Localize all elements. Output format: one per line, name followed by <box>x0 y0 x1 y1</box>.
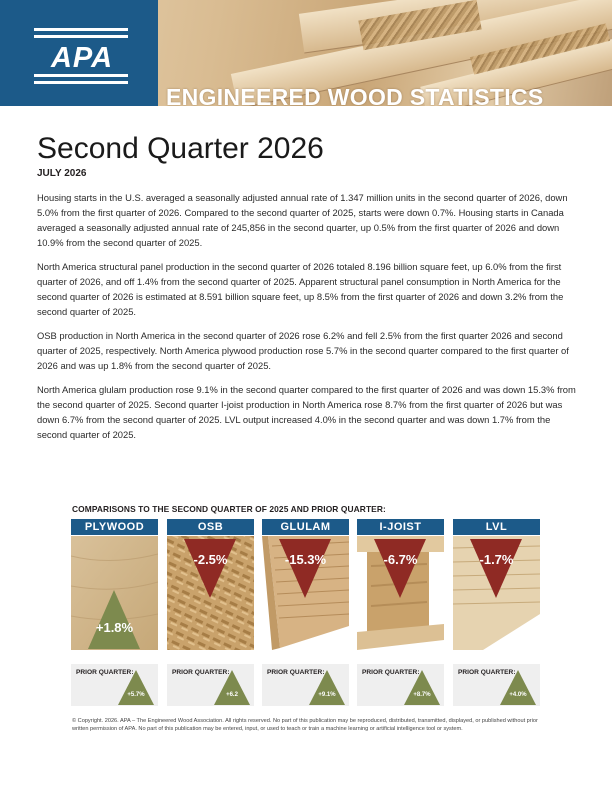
prior-quarter-i-joist <box>357 664 444 706</box>
prior-quarter-value: +4.0% <box>509 692 527 698</box>
banner-title: ENGINEERED WOOD STATISTICS <box>166 84 544 106</box>
prior-quarter-value: +9.1% <box>318 692 336 698</box>
glulam-image <box>262 536 349 650</box>
apa-logo-text: APA <box>50 42 114 74</box>
paragraph-housing: Housing starts in the U.S. averaged a seasonally adjusted annual rate of 1.347 million units in the second quarter of 2026, down 5.0% from the first quarter of 2026. Compared to the second quarter of 2025, starts were down 0.7%. Housing starts in Canada averaged a seasonally adjusted annual rate of 245,856 in the second quarter, up 0.5% from the first quarter of 2026 and down 10.9% from the second quarter of 2025. <box>37 192 568 248</box>
plywood-image <box>71 536 158 650</box>
paragraph-glulam-ijoist-lvl: North America glulam production rose 9.1% in the second quarter compared to the first quarter of 2026 and was down 15.3% from the second quarter of 2025. Second quarter I-joist production in North America rose 8.7% from the first quarter of 2026 but was down 6.7% from the second quarter of 2025. LVL output increased 4.0% in the second quarter and was down 1.7% from the second quarter of 2025. <box>37 384 576 440</box>
product-column-glulam <box>262 519 349 650</box>
prior-quarter-label: PRIOR QUARTER: <box>267 669 325 676</box>
product-label: OSB <box>167 519 254 535</box>
prior-quarter-osb <box>167 664 254 706</box>
report-date: JULY 2026 <box>37 168 87 179</box>
prior-quarter-lvl <box>453 664 540 706</box>
yoy-value: -6.7% <box>383 552 418 567</box>
yoy-value: -1.7% <box>479 552 514 567</box>
product-label: I-JOIST <box>357 519 444 535</box>
copyright-notice: © Copyright. 2026. APA – The Engineered Wood Association. All rights reserved. No part of this publication may be reproduced, distributed, transmitted, displayed, or published without prior written permission of APA. No part of this publication may be entered, input, or used to teach or train a machine learning or artificial intelligence tool or system. <box>72 718 538 732</box>
lvl-image <box>453 536 540 650</box>
product-label: PLYWOOD <box>71 519 158 535</box>
prior-quarter-label: PRIOR QUARTER: <box>172 669 230 676</box>
yoy-value: -2.5% <box>193 552 228 567</box>
prior-quarter-glulam <box>262 664 349 706</box>
prior-quarter-value: +5.7% <box>127 692 145 698</box>
apa-logo <box>0 0 158 106</box>
product-column-i-joist <box>357 519 444 650</box>
product-column-plywood <box>71 519 158 650</box>
prior-quarter-label: PRIOR QUARTER: <box>458 669 516 676</box>
i-joist-image <box>357 536 444 650</box>
page-title: Second Quarter 2026 <box>37 132 324 165</box>
prior-quarter-label: PRIOR QUARTER: <box>76 669 134 676</box>
prior-quarter-plywood <box>71 664 158 706</box>
prior-quarter-label: PRIOR QUARTER: <box>362 669 420 676</box>
comparison-title: COMPARISONS TO THE SECOND QUARTER OF 2025 AND PRIOR QUARTER: <box>72 504 386 514</box>
paragraph-panels: North America structural panel production in the second quarter of 2026 totaled 8.196 billion square feet, up 6.0% from the first quarter of 2026, and off 1.4% from the second quarter of 2025. Apparent structural panel consumption in North America for the second quarter of 2026 is estimated at 8.591 billion square feet, up 8.5% from the first quarter of 2026 and down 3.2% from the second quarter of 2025. <box>37 261 564 317</box>
report-body <box>37 190 577 451</box>
product-label: GLULAM <box>262 519 349 535</box>
header-banner <box>0 0 612 106</box>
osb-image <box>167 536 254 650</box>
product-column-lvl <box>453 519 540 650</box>
yoy-value: -15.3% <box>284 552 327 567</box>
paragraph-osb-plywood: OSB production in North America in the second quarter of 2026 rose 6.2% and fell 2.5% from the first quarter 2026 and second quarter of 2025, respectively. North America plywood production rose 5.7% in the second quarter compared to the first quarter of 2026 and was up 1.8% from the second quarter of 2025. <box>37 330 569 371</box>
prior-quarter-value: +8.7% <box>413 692 431 698</box>
product-label: LVL <box>453 519 540 535</box>
product-column-osb <box>167 519 254 650</box>
prior-quarter-value: +6.2 <box>226 692 238 698</box>
yoy-value: +1.8% <box>95 620 134 635</box>
